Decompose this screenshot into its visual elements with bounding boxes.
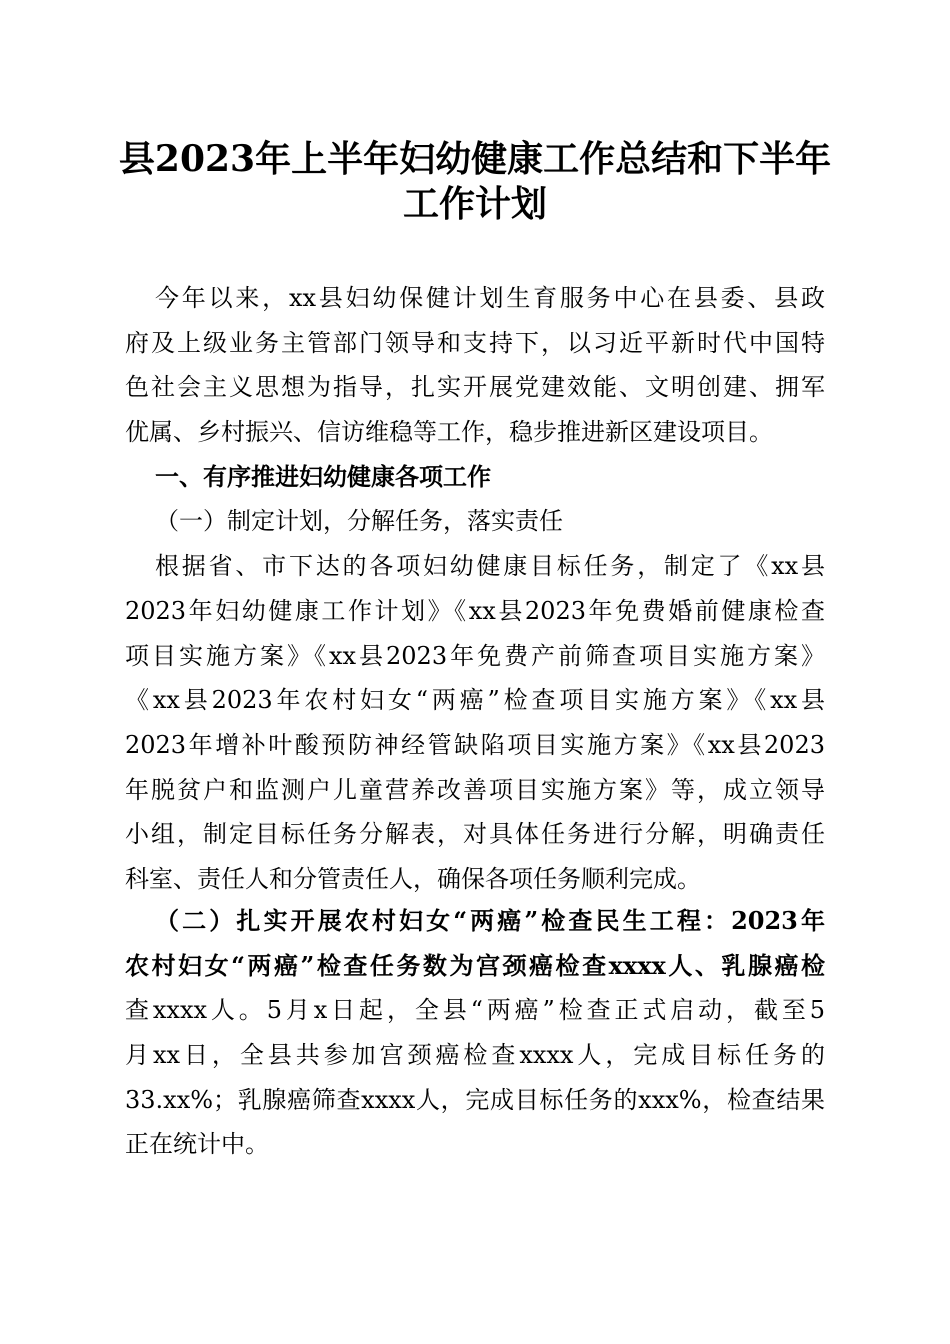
text-line: 33.xx%；乳腺癌筛查xxxx人，完成目标任务的xxx%，检查结果 [125, 1085, 825, 1114]
text-line: 色社会主义思想为指导，扎实开展党建效能、文明创建、拥军 [125, 373, 825, 402]
document-title-line-1: 县2023年上半年妇幼健康工作总结和下半年 [118, 138, 832, 180]
subsection-heading: （一）制定计划，分解任务，落实责任 [155, 507, 563, 536]
text-line: 查xxxx人。5月x日起，全县“两癌”检查正式启动，截至5 [125, 996, 825, 1025]
text-line: 2023年妇幼健康工作计划》《xx县2023年免费婚前健康检查 [125, 596, 825, 625]
text-line: 今年以来，xx县妇幼保健计划生育服务中心在县委、县政 [155, 284, 825, 312]
subsection-heading: （二）扎实开展农村妇女“两癌”检查民生工程：2023年 [155, 906, 825, 935]
text-line: 月xx日，全县共参加宫颈癌检查xxxx人，完成目标任务的 [125, 1041, 825, 1070]
text-line: 正在统计中。 [125, 1130, 269, 1159]
text-line: 小组，制定目标任务分解表，对具体任务进行分解，明确责任 [125, 820, 825, 849]
subsection-2-paragraph [125, 899, 825, 1167]
text-line: 府及上级业务主管部门领导和支持下，以习近平新时代中国特 [125, 328, 825, 357]
text-line: 年脱贫户和监测户儿童营养改善项目实施方案》等，成立领导 [125, 775, 825, 804]
text-line: 农村妇女“两癌”检查任务数为宫颈癌检查xxxx人、乳腺癌检 [125, 950, 825, 980]
document-title-line-2: 工作计划 [402, 183, 547, 225]
text-line: 项目实施方案》《xx县2023年免费产前筛查项目实施方案》 [125, 641, 825, 670]
section-heading: 一、有序推进妇幼健康各项工作 [155, 462, 491, 491]
text-line: 科室、责任人和分管责任人，确保各项任务顺利完成。 [125, 864, 701, 893]
text-line: 《xx县2023年农村妇女“两癌”检查项目实施方案》《xx县 [125, 686, 825, 715]
text-line: 根据省、市下达的各项妇幼健康目标任务，制定了《xx县 [155, 552, 825, 581]
text-line: 优属、乡村振兴、信访维稳等工作，稳步推进新区建设项目。 [125, 418, 773, 447]
intro-paragraph [125, 276, 825, 902]
text-line: 2023年增补叶酸预防神经管缺陷项目实施方案》《xx县2023 [125, 730, 825, 759]
